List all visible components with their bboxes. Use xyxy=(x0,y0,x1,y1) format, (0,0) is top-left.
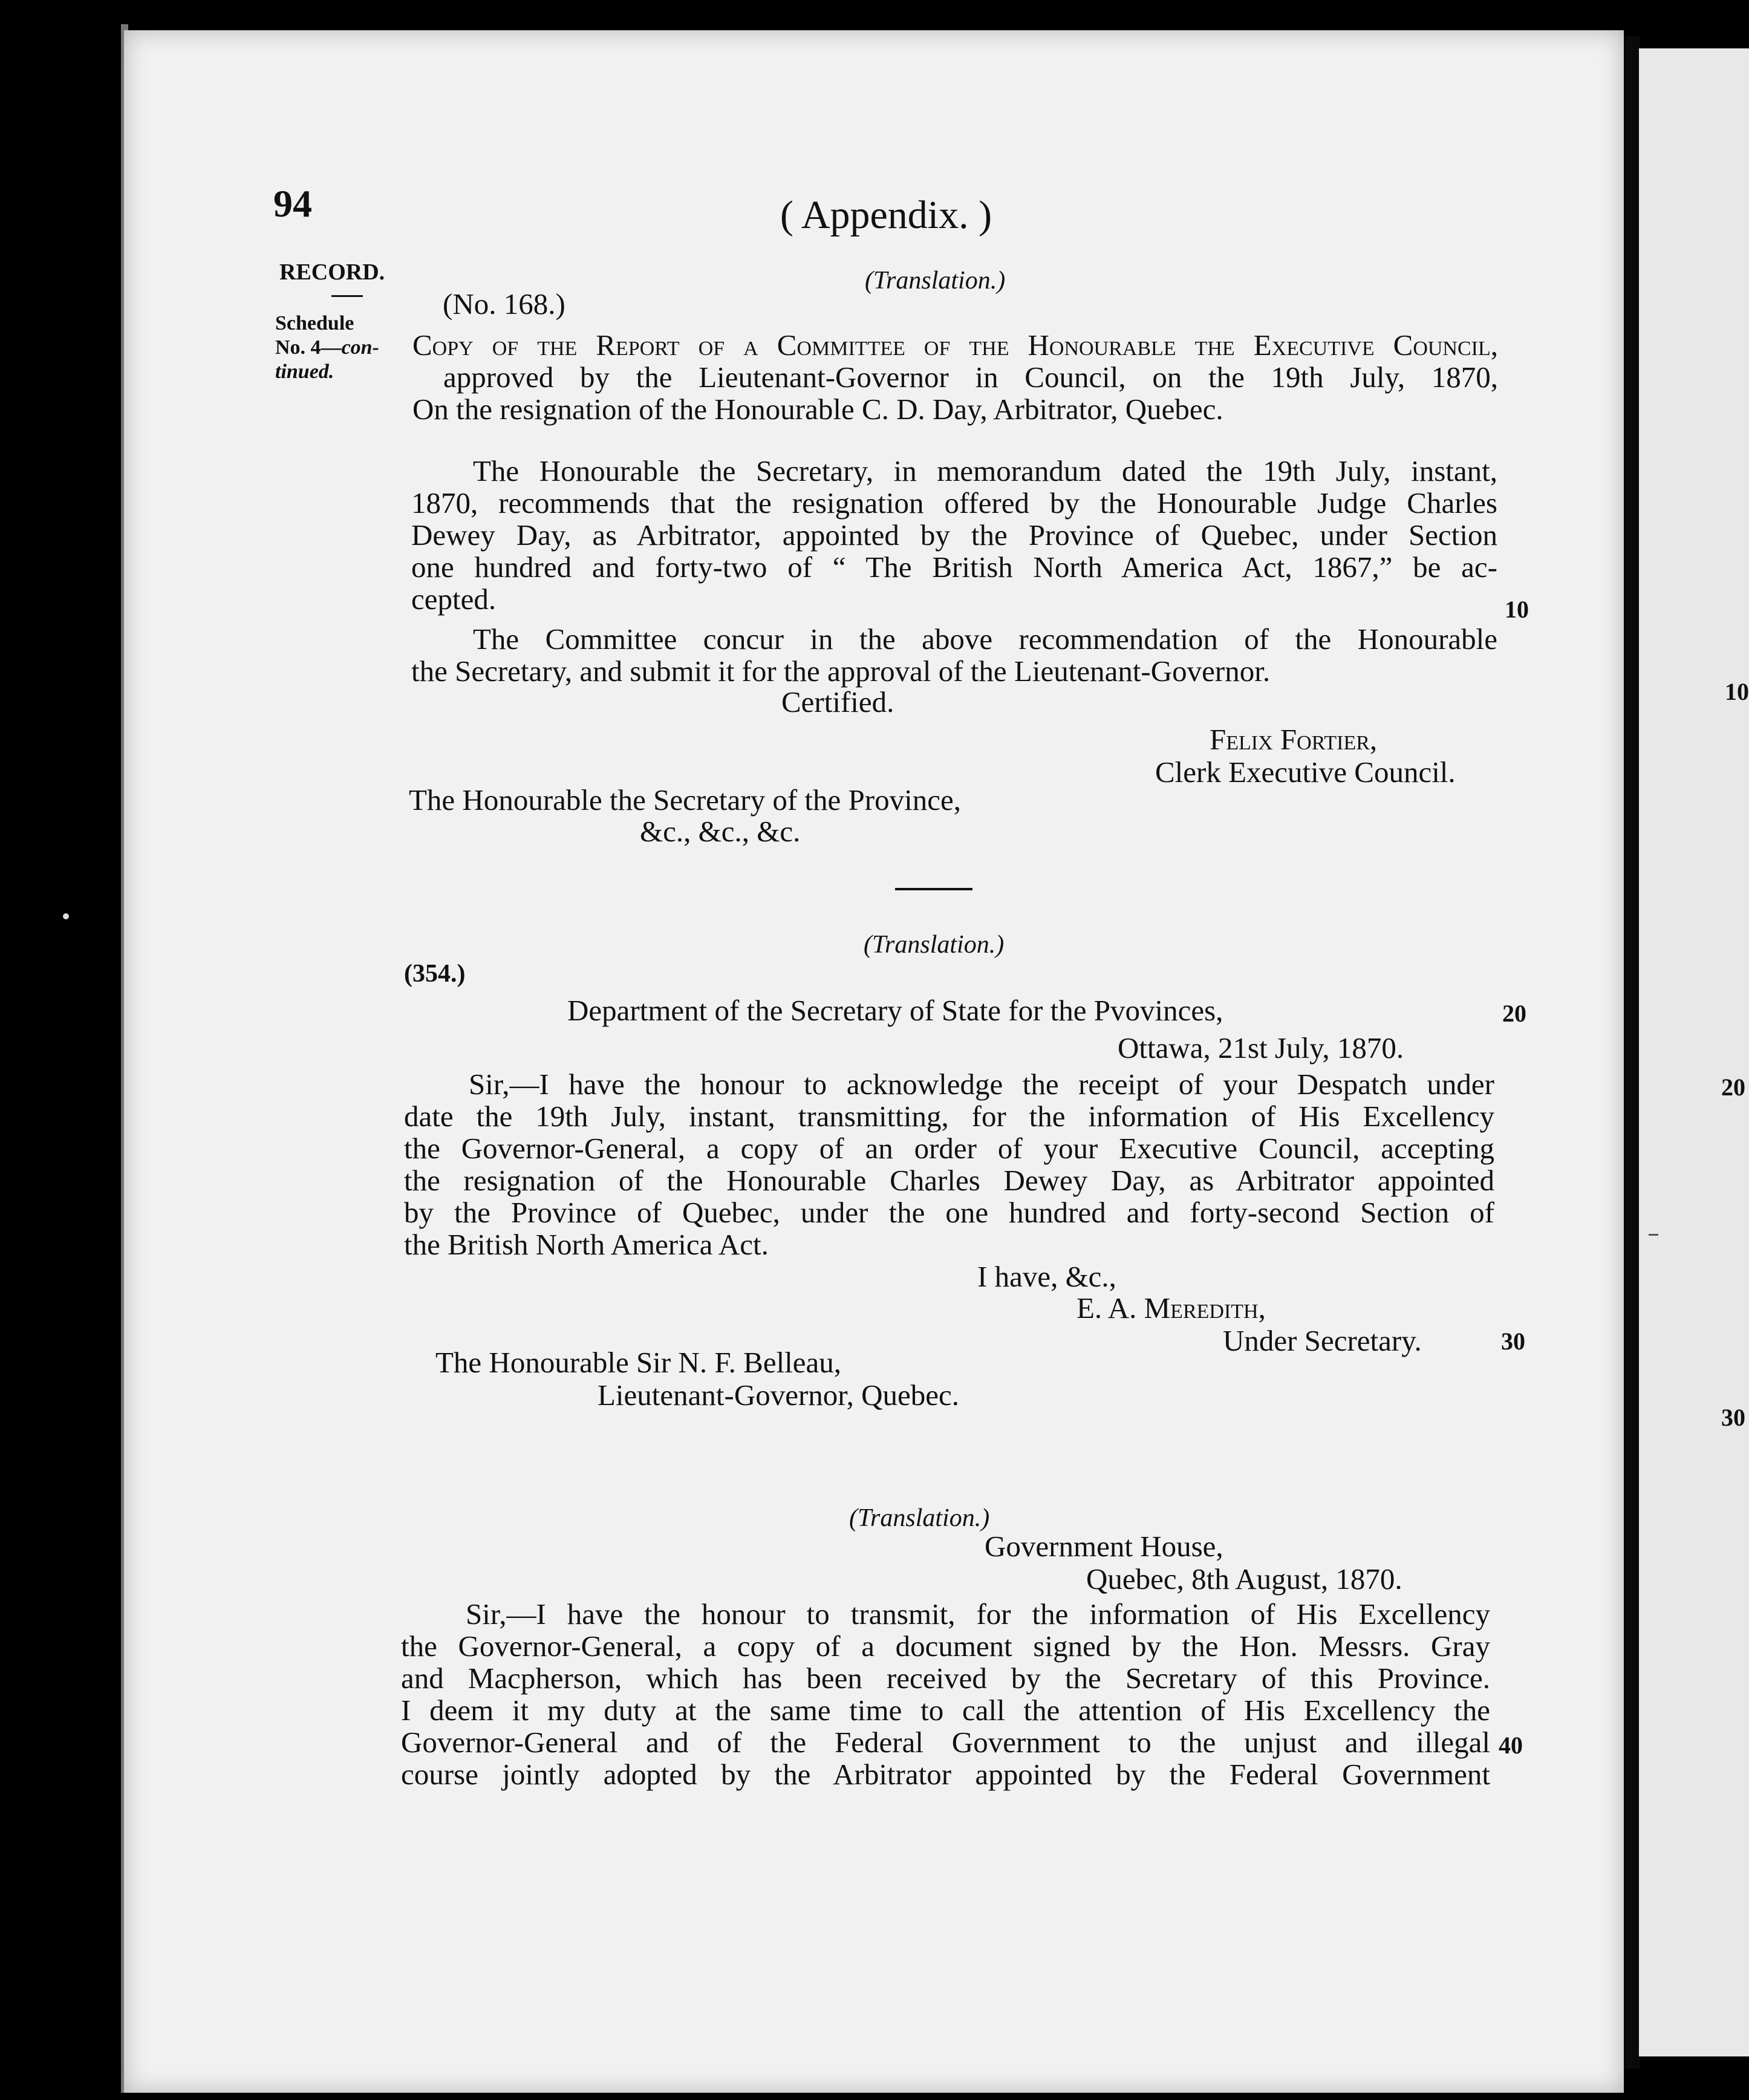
doc2-department: Department of the Secretary of State for the Pvovinces, xyxy=(567,994,1223,1027)
doc1-para-line: one hundred and forty-two of “ The British North America Act, 1867,” be ac- xyxy=(411,550,1497,584)
page-gutter xyxy=(1624,36,1640,2069)
doc1-signer-name: Felix Fortier, xyxy=(1210,723,1378,756)
doc2-closing: I have, &c., xyxy=(977,1260,1116,1293)
scan-speck xyxy=(63,913,69,919)
doc1-para-line: Dewey Day, as Arbitrator, appointed by the Province of Quebec, under Section xyxy=(411,518,1497,552)
margin-line-4: tinued. xyxy=(275,360,334,383)
doc1-heading-line: Copy of the Report of a Committee of the Honourable the Executive Council, xyxy=(412,328,1498,362)
doc1-heading-line: approved by the Lieutenant-Governor in Council, on the 19th July, 1870, xyxy=(443,360,1498,394)
doc3-date: Quebec, 8th August, 1870. xyxy=(1086,1562,1402,1596)
line-number: 10 xyxy=(1505,596,1529,623)
doc1-para-line: The Honourable the Secretary, in memorandum dated the 19th July, instant, xyxy=(473,454,1497,488)
doc2-signer-name: E. A. Meredith, xyxy=(1076,1291,1266,1325)
doc1-para-line: 1870, recommends that the resignation offered by the Honourable Judge Charles xyxy=(411,486,1497,520)
doc3-translation: (Translation.) xyxy=(849,1504,990,1532)
facing-line-number: 30 xyxy=(1721,1404,1745,1431)
doc1-addressee-etc: &c., &c., &c. xyxy=(640,815,801,848)
scan-speck xyxy=(1649,1234,1658,1236)
record-rule xyxy=(331,295,363,297)
doc3-place: Government House, xyxy=(985,1530,1223,1563)
margin-line-1: Schedule xyxy=(275,312,354,334)
facing-line-number: 20 xyxy=(1721,1074,1745,1101)
doc1-addressee: The Honourable the Secretary of the Province, xyxy=(409,783,961,817)
section-divider xyxy=(895,888,972,890)
doc2-addressee-title: Lieutenant-Governor, Quebec. xyxy=(598,1378,960,1412)
doc2-addressee: The Honourable Sir N. F. Belleau, xyxy=(435,1346,842,1379)
doc1-certified: Certified. xyxy=(781,685,894,719)
page-title: ( Appendix. ) xyxy=(780,193,992,237)
doc3-body-line: Governor-General and of the Federal Government to the unjust and illegal xyxy=(401,1726,1490,1759)
doc3-body-line: the Governor-General, a copy of a document signed by the Hon. Messrs. Gray xyxy=(401,1629,1490,1663)
doc2-body-line: Sir,—I have the honour to acknowledge the receipt of your Despatch under xyxy=(469,1068,1494,1101)
doc3-body-line: I deem it my duty at the same time to call the attention of His Excellency the xyxy=(401,1694,1490,1727)
doc2-body-line: date the 19th July, instant, transmitting, for the information of His Excellency xyxy=(404,1100,1494,1133)
record-label: RECORD. xyxy=(279,259,385,285)
doc1-number: (No. 168.) xyxy=(443,287,565,321)
facing-page-edge xyxy=(1639,48,1749,2056)
doc1-para2-line: the Secretary, and submit it for the approval of the Lieutenant-Governor. xyxy=(411,654,1271,688)
doc2-body-line: the resignation of the Honourable Charles Dewey Day, as Arbitrator appointed xyxy=(404,1164,1494,1197)
doc1-signer-title: Clerk Executive Council. xyxy=(1155,755,1456,789)
margin-line-2: No. 4— xyxy=(275,336,342,359)
facing-line-number: 10 xyxy=(1725,678,1749,705)
doc1-para-line: cepted. xyxy=(411,582,497,616)
doc2-translation: (Translation.) xyxy=(864,931,1005,959)
line-number: 30 xyxy=(1501,1328,1525,1355)
doc2-place-date: Ottawa, 21st July, 1870. xyxy=(1118,1031,1404,1065)
doc2-body-line: the Governor-General, a copy of an order of your Executive Council, accepting xyxy=(404,1132,1494,1165)
page-number: 94 xyxy=(273,182,312,225)
doc2-signer-title: Under Secretary. xyxy=(1223,1324,1422,1357)
doc1-translation: (Translation.) xyxy=(865,267,1006,295)
doc1-heading-line: On the resignation of the Honourable C. D. Day, Arbitrator, Quebec. xyxy=(412,393,1223,426)
doc2-number: (354.) xyxy=(404,960,466,988)
line-number: 40 xyxy=(1499,1732,1523,1759)
doc2-body-line: the British North America Act. xyxy=(404,1228,769,1261)
margin-line-3: con- xyxy=(341,336,379,359)
doc3-body-line: and Macpherson, which has been received by the Secretary of this Province. xyxy=(401,1661,1490,1695)
doc1-para2-line: The Committee concur in the above recommendation of the Honourable xyxy=(473,622,1497,656)
line-number: 20 xyxy=(1502,1000,1526,1027)
doc3-body-line: course jointly adopted by the Arbitrator appointed by the Federal Government xyxy=(401,1758,1490,1791)
doc2-body-line: by the Province of Quebec, under the one hundred and forty-second Section of xyxy=(404,1196,1494,1229)
doc3-body-line: Sir,—I have the honour to transmit, for the information of His Excellency xyxy=(466,1597,1490,1631)
